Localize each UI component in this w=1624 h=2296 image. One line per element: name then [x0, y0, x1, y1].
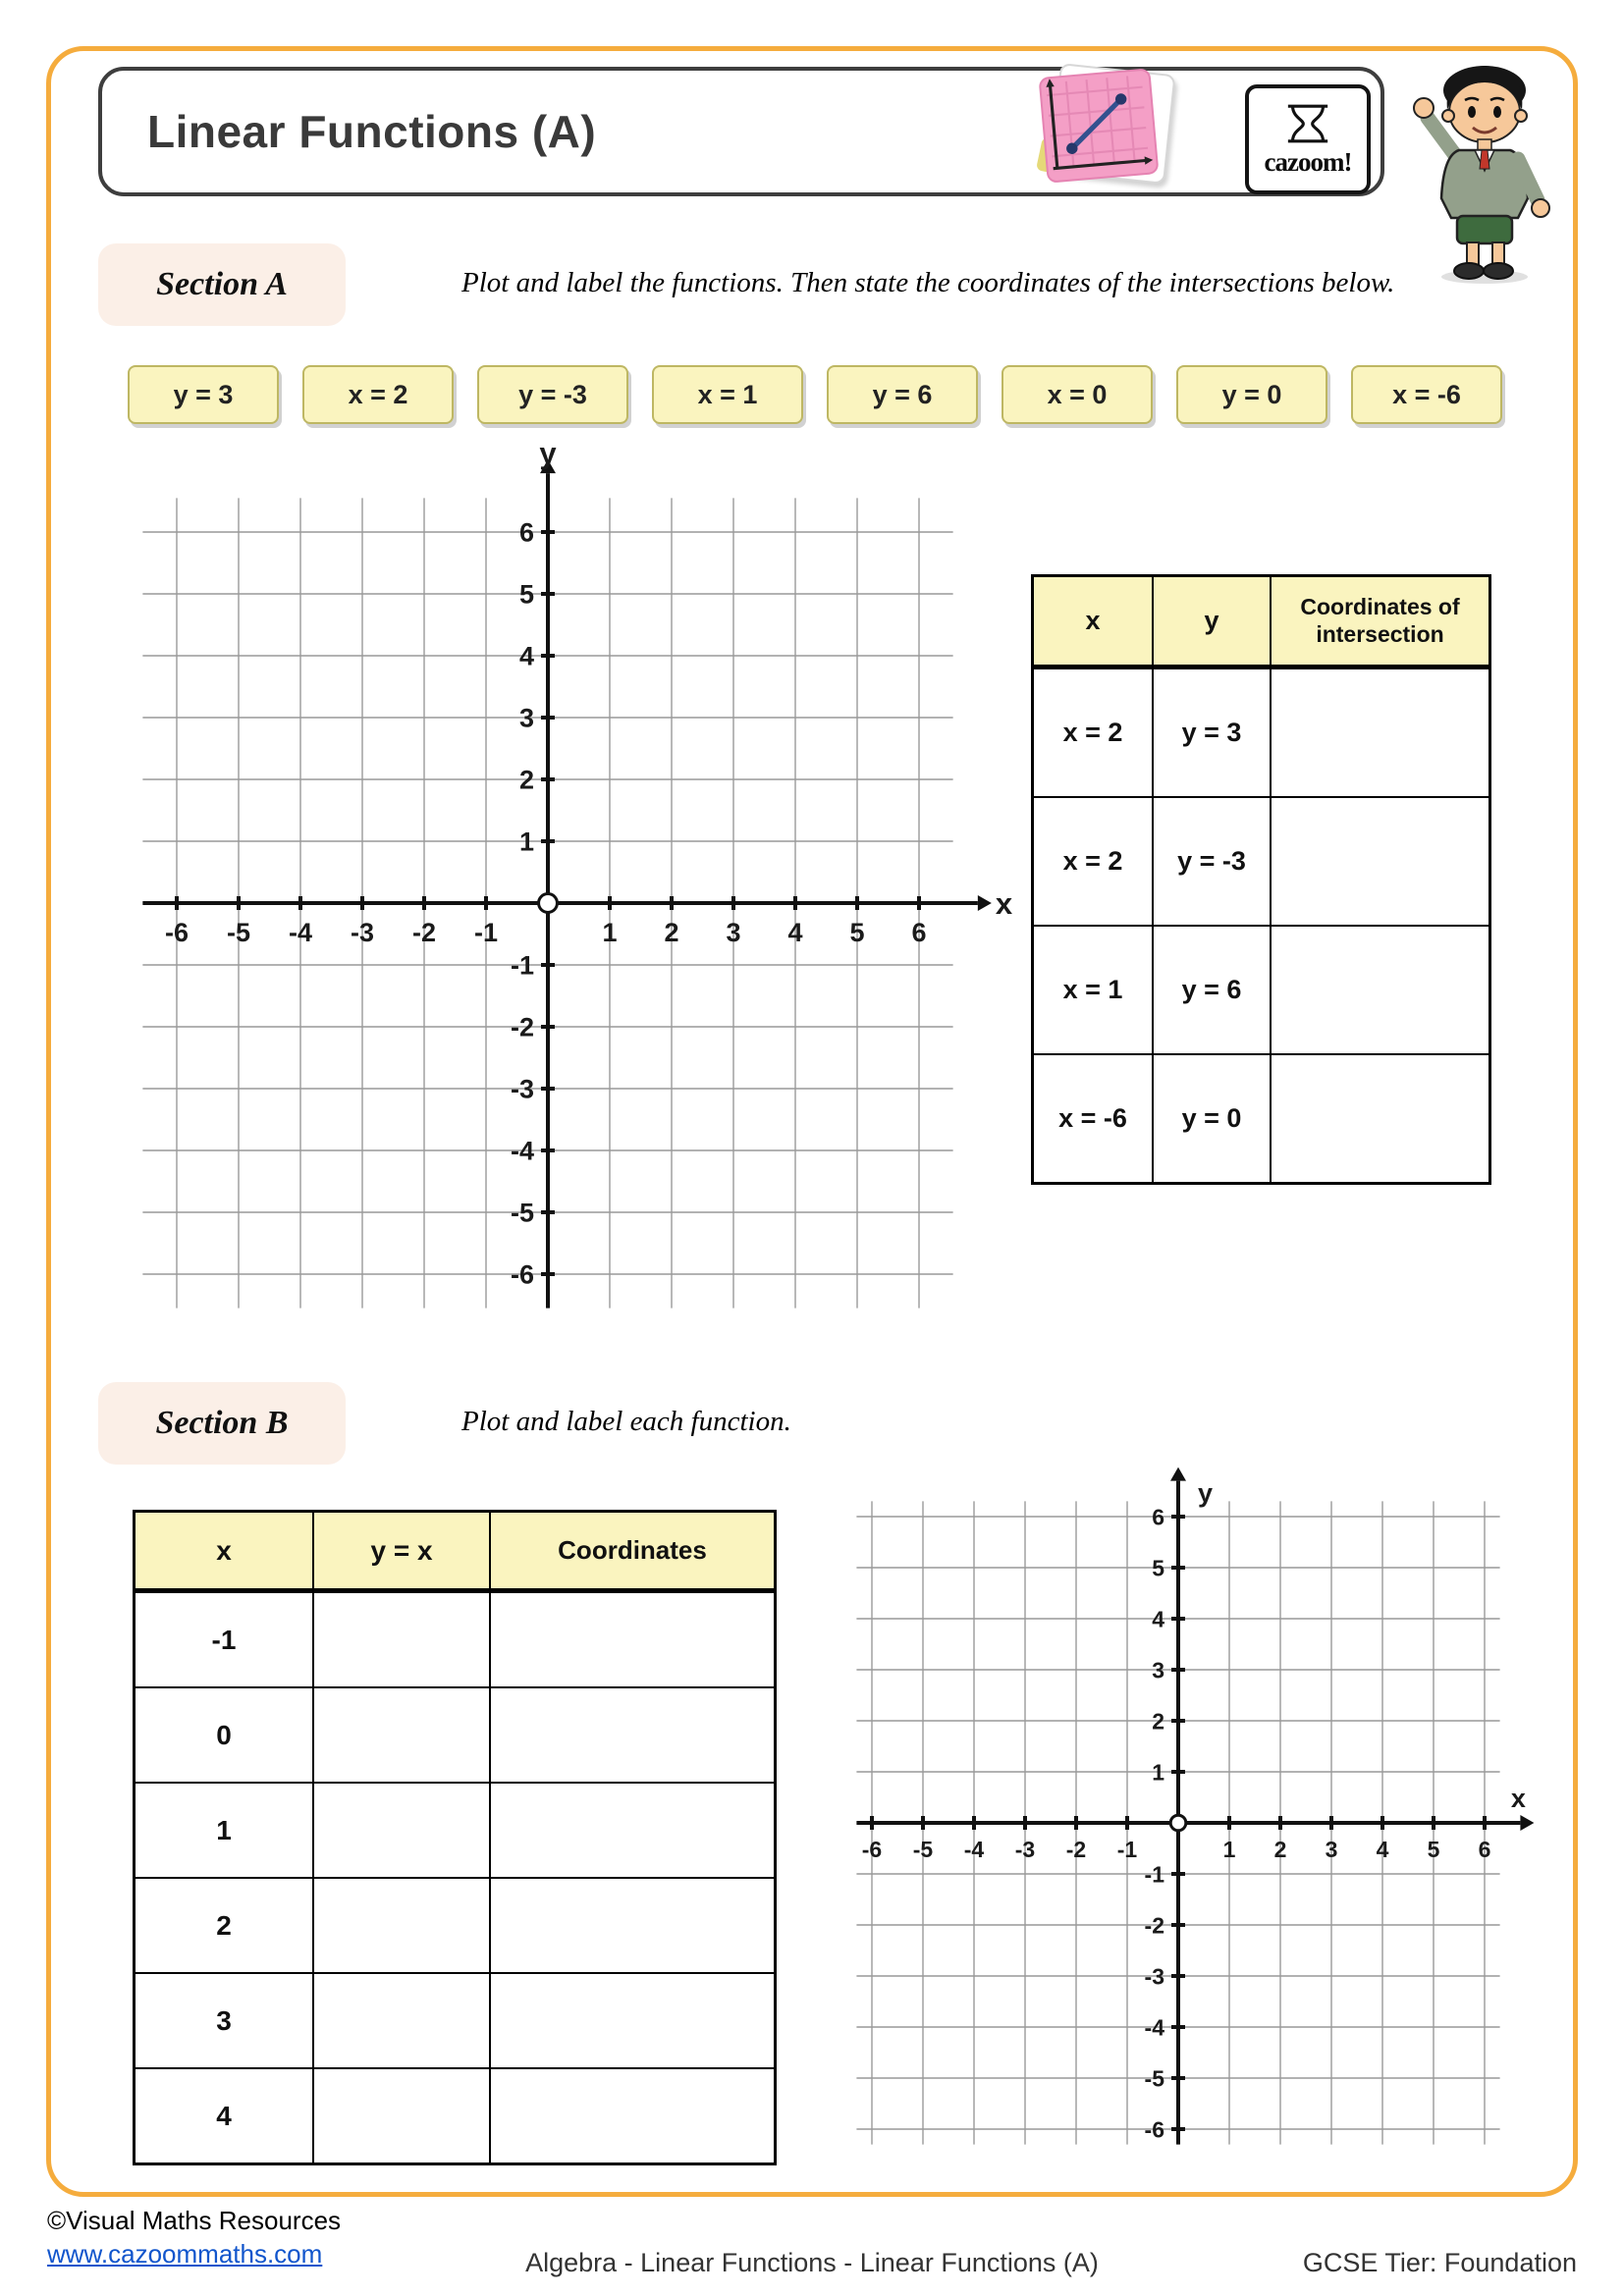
- answer-cell: [489, 1784, 774, 1877]
- function-tag: y = 3: [128, 365, 279, 424]
- copyright-text: ©Visual Maths Resources: [47, 2206, 342, 2235]
- function-tags-row: [128, 365, 1502, 428]
- svg-text:2: 2: [1152, 1708, 1164, 1735]
- cell-y: y = -3: [1152, 798, 1270, 925]
- footer-tier-label: GCSE Tier: Foundation: [1302, 2248, 1577, 2277]
- svg-text:6: 6: [1152, 1504, 1164, 1530]
- table-row: [1034, 667, 1489, 796]
- svg-text:-6: -6: [861, 1837, 883, 1862]
- mini-graph-icon: [1041, 70, 1158, 181]
- cell-x: x = 2: [1062, 718, 1123, 747]
- answer-cell: [489, 1688, 774, 1782]
- svg-text:-5: -5: [226, 918, 251, 947]
- boy-character-illustration: [1394, 51, 1569, 287]
- column-header-coordinates: Coordinates: [489, 1513, 774, 1588]
- cell-y: y = 6: [1152, 927, 1270, 1053]
- cazoom-logo-text: cazoom!: [1264, 146, 1352, 177]
- cazoom-logo: [1245, 84, 1371, 194]
- answer-cell: [1270, 1055, 1489, 1182]
- svg-text:3: 3: [518, 703, 534, 733]
- cell-x: x = 2: [1062, 846, 1123, 876]
- footer-breadcrumb: Algebra - Linear Functions - Linear Functions (A): [525, 2248, 1099, 2277]
- svg-text:5: 5: [1152, 1555, 1164, 1581]
- function-tag: x = 1: [652, 365, 803, 424]
- answer-cell: [312, 1593, 489, 1686]
- svg-text:4: 4: [518, 641, 534, 671]
- intersections-table: [1031, 574, 1491, 1185]
- table-row: [135, 1686, 774, 1782]
- column-header-y-equals-x: y = x: [312, 1513, 489, 1588]
- svg-text:-2: -2: [1144, 1912, 1164, 1939]
- svg-text:-3: -3: [1014, 1837, 1036, 1862]
- header-box: [98, 67, 1384, 196]
- function-tag: x = 2: [302, 365, 454, 424]
- svg-text:-3: -3: [1144, 1963, 1164, 1990]
- svg-text:-6: -6: [510, 1259, 534, 1290]
- cell-x: 4: [216, 2100, 232, 2131]
- svg-text:1: 1: [1222, 1837, 1236, 1862]
- cell-x: x = 1: [1062, 975, 1123, 1004]
- table-header-row: [1034, 577, 1489, 667]
- table-header-row: [135, 1513, 774, 1591]
- website-link[interactable]: www.cazoommaths.com: [47, 2239, 323, 2269]
- svg-text:-4: -4: [288, 918, 313, 947]
- svg-text:2: 2: [518, 765, 534, 795]
- svg-text:-2: -2: [411, 918, 437, 947]
- answer-cell: [1270, 798, 1489, 925]
- cell-y: y = 0: [1152, 1055, 1270, 1182]
- table-row: [135, 1972, 774, 2067]
- svg-text:y: y: [1198, 1478, 1214, 1509]
- svg-text:4: 4: [1152, 1606, 1164, 1632]
- answer-cell: [312, 1879, 489, 1972]
- graph-icon: [1033, 65, 1186, 198]
- table-row: [135, 1782, 774, 1877]
- svg-text:-1: -1: [1116, 1837, 1138, 1862]
- svg-text:-3: -3: [510, 1074, 534, 1104]
- svg-text:-3: -3: [350, 918, 375, 947]
- column-header-x: x: [1085, 606, 1101, 635]
- svg-text:x: x: [995, 886, 1013, 922]
- table-row: [135, 1591, 774, 1686]
- column-header-y: y: [1152, 577, 1270, 665]
- section-a-label: Section A: [98, 243, 346, 326]
- coordinate-grid-section-b: [835, 1435, 1561, 2162]
- column-header-coordinates: Coordinates of intersection: [1270, 577, 1489, 665]
- svg-text:5: 5: [518, 579, 534, 610]
- svg-text:-2: -2: [510, 1012, 534, 1042]
- answer-cell: [312, 1974, 489, 2067]
- function-tag: y = 6: [827, 365, 978, 424]
- svg-text:5: 5: [849, 918, 865, 947]
- coordinate-grid-section-a: [111, 432, 1024, 1315]
- function-values-table: [133, 1510, 777, 2165]
- svg-text:-6: -6: [1144, 2116, 1164, 2143]
- answer-cell: [489, 1593, 774, 1686]
- svg-text:-5: -5: [912, 1837, 934, 1862]
- svg-text:6: 6: [1478, 1837, 1491, 1862]
- svg-text:6: 6: [911, 918, 927, 947]
- table-row: [135, 2067, 774, 2163]
- svg-text:4: 4: [1376, 1837, 1389, 1862]
- answer-cell: [312, 2069, 489, 2163]
- svg-text:1: 1: [602, 918, 618, 947]
- svg-text:3: 3: [1325, 1837, 1338, 1862]
- svg-text:1: 1: [1152, 1759, 1164, 1786]
- svg-text:2: 2: [1273, 1837, 1287, 1862]
- cell-x: 2: [216, 1909, 232, 1941]
- svg-text:3: 3: [726, 918, 741, 947]
- answer-cell: [312, 1784, 489, 1877]
- cell-x: x = -6: [1058, 1103, 1127, 1133]
- svg-text:-1: -1: [473, 918, 499, 947]
- table-row: [1034, 925, 1489, 1053]
- svg-text:-1: -1: [1144, 1861, 1164, 1888]
- section-b-label: Section B: [98, 1382, 346, 1465]
- cell-x: 0: [216, 1719, 232, 1750]
- cell-x: -1: [211, 1624, 237, 1655]
- section-a-instruction: Plot and label the functions. Then state the coordinates of the intersections below.: [461, 267, 1395, 298]
- svg-text:-4: -4: [963, 1837, 985, 1862]
- function-tag: x = 0: [1001, 365, 1153, 424]
- svg-text:-4: -4: [1144, 2014, 1164, 2041]
- svg-text:y: y: [539, 436, 557, 471]
- svg-text:5: 5: [1427, 1837, 1440, 1862]
- answer-cell: [489, 1879, 774, 1972]
- svg-text:-5: -5: [510, 1198, 534, 1228]
- hourglass-icon: [1277, 102, 1338, 145]
- svg-text:6: 6: [518, 517, 534, 548]
- svg-text:x: x: [1510, 1784, 1526, 1813]
- answer-cell: [1270, 927, 1489, 1053]
- cell-y: y = 3: [1152, 669, 1270, 796]
- section-b-instruction: Plot and label each function.: [461, 1406, 791, 1437]
- cell-x: 1: [216, 1814, 232, 1845]
- svg-text:2: 2: [664, 918, 679, 947]
- answer-cell: [489, 2069, 774, 2163]
- svg-text:-4: -4: [510, 1136, 534, 1166]
- function-tag: y = 0: [1176, 365, 1327, 424]
- cell-x: 3: [216, 2004, 232, 2036]
- answer-cell: [312, 1688, 489, 1782]
- svg-text:-5: -5: [1144, 2065, 1164, 2092]
- table-row: [1034, 1053, 1489, 1182]
- svg-text:-2: -2: [1065, 1837, 1087, 1862]
- function-tag: y = -3: [477, 365, 628, 424]
- table-row: [135, 1877, 774, 1972]
- svg-text:-6: -6: [164, 918, 189, 947]
- page-title: Linear Functions (A): [147, 106, 597, 157]
- answer-cell: [1270, 669, 1489, 796]
- function-tag: x = -6: [1351, 365, 1502, 424]
- svg-text:-1: -1: [510, 950, 534, 981]
- svg-text:4: 4: [787, 918, 803, 947]
- table-row: [1034, 796, 1489, 925]
- column-header-x: x: [216, 1534, 232, 1566]
- answer-cell: [489, 1974, 774, 2067]
- svg-text:3: 3: [1152, 1657, 1164, 1683]
- graph-icon-face: [1039, 68, 1160, 184]
- svg-text:1: 1: [518, 827, 534, 857]
